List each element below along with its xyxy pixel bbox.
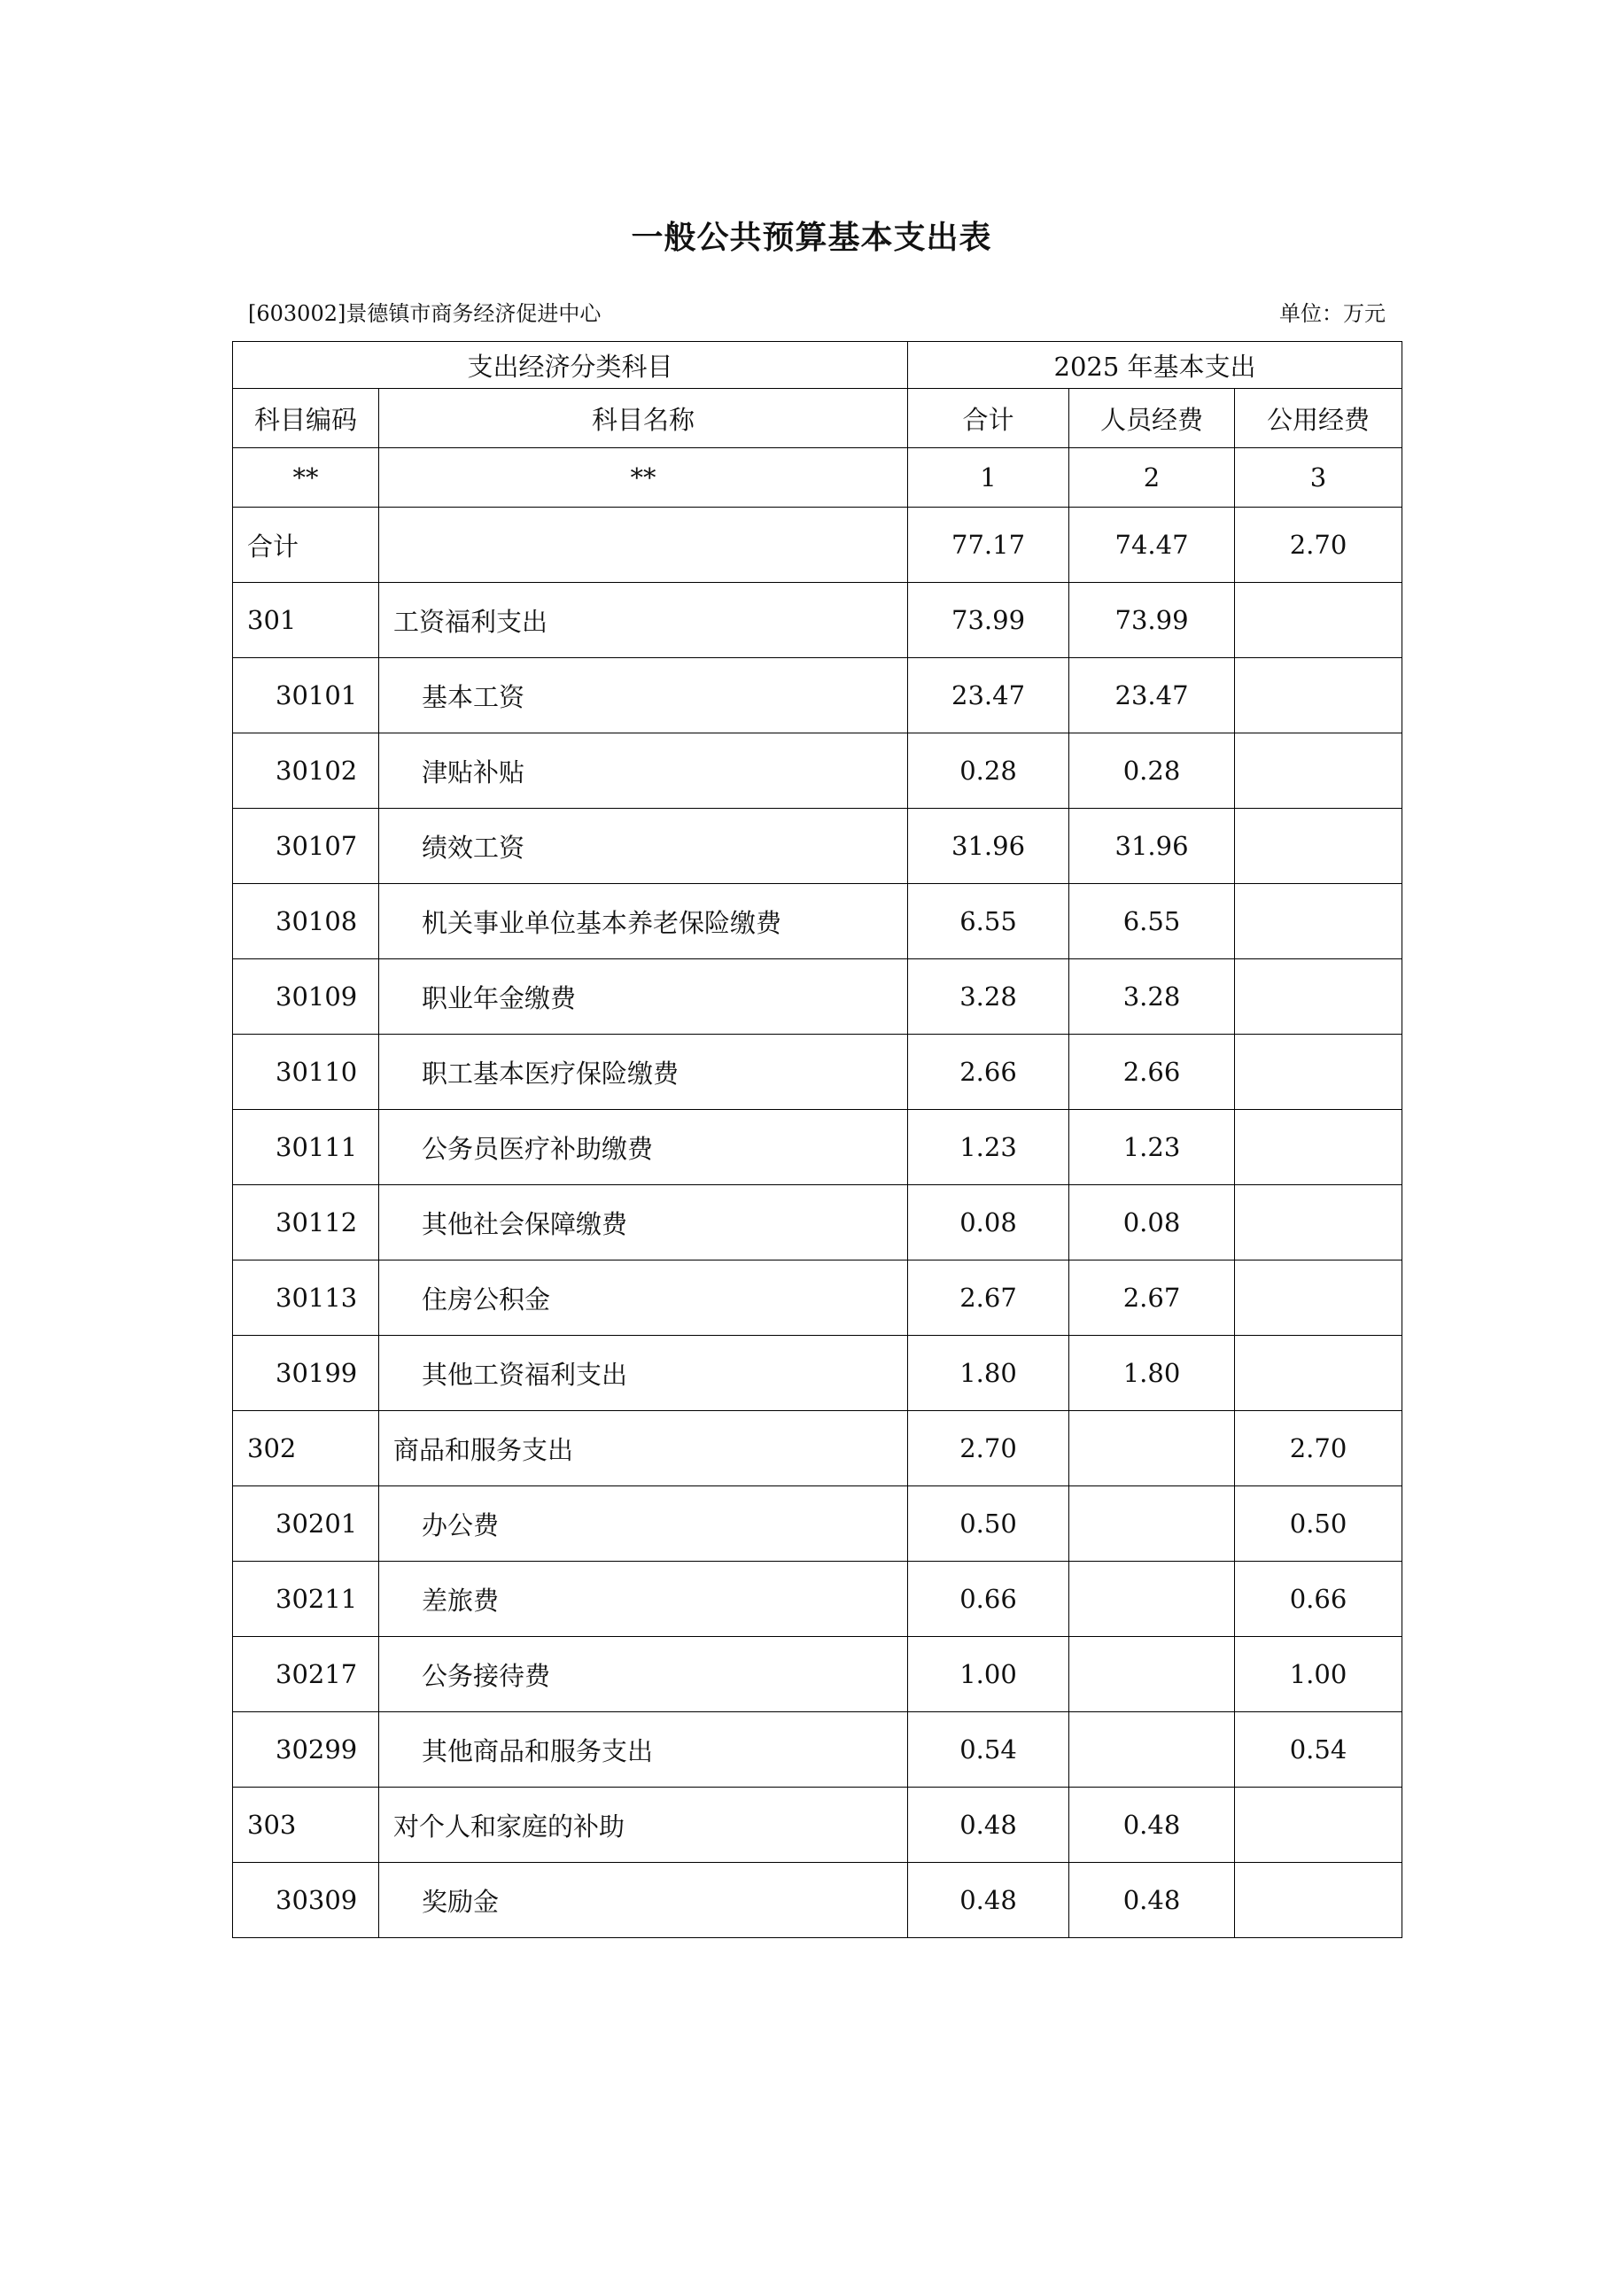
cell-code: 30217 (233, 1637, 379, 1712)
cell-personnel: 1.80 (1069, 1336, 1235, 1411)
table-row (233, 733, 1402, 809)
cell-public (1235, 1110, 1402, 1185)
cell-name: 其他社会保障缴费 (379, 1185, 908, 1260)
cell-personnel (1069, 1712, 1235, 1788)
header-row-columns (233, 389, 1402, 448)
cell-personnel (1069, 1486, 1235, 1562)
cell-total: 0.48 (908, 1863, 1069, 1938)
cell-total: 0.48 (908, 1788, 1069, 1863)
cell-total: 1.00 (908, 1637, 1069, 1712)
cell-personnel: 2.66 (1069, 1035, 1235, 1110)
table-row (233, 1035, 1402, 1110)
cell-public: 2.70 (1235, 508, 1402, 583)
cell-personnel: 0.28 (1069, 733, 1235, 809)
cell-name: 对个人和家庭的补助 (379, 1788, 908, 1863)
cell-personnel: 6.55 (1069, 884, 1235, 959)
cell-public (1235, 809, 1402, 884)
table-body (233, 342, 1402, 1938)
index-public: 3 (1235, 448, 1402, 508)
cell-code: 30107 (233, 809, 379, 884)
cell-total: 73.99 (908, 583, 1069, 658)
table-row (233, 959, 1402, 1035)
cell-code: 301 (233, 583, 379, 658)
table-row (233, 1260, 1402, 1336)
cell-personnel: 0.08 (1069, 1185, 1235, 1260)
cell-total: 3.28 (908, 959, 1069, 1035)
cell-public (1235, 1336, 1402, 1411)
cell-name: 公务接待费 (379, 1637, 908, 1712)
cell-total: 31.96 (908, 809, 1069, 884)
cell-total: 2.67 (908, 1260, 1069, 1336)
cell-code: 30102 (233, 733, 379, 809)
table-row (233, 1863, 1402, 1938)
cell-code: 302 (233, 1411, 379, 1486)
table-row (233, 1486, 1402, 1562)
cell-name: 其他工资福利支出 (379, 1336, 908, 1411)
header-group-left: 支出经济分类科目 (233, 342, 908, 389)
index-name: ** (379, 448, 908, 508)
cell-public: 0.54 (1235, 1712, 1402, 1788)
cell-name: 奖励金 (379, 1863, 908, 1938)
cell-code: 30309 (233, 1863, 379, 1938)
cell-name: 基本工资 (379, 658, 908, 733)
table-row (233, 884, 1402, 959)
budget-table (232, 341, 1402, 1938)
cell-personnel: 0.48 (1069, 1788, 1235, 1863)
cell-code: 30109 (233, 959, 379, 1035)
cell-public (1235, 583, 1402, 658)
cell-code: 30108 (233, 884, 379, 959)
table-row (233, 508, 1402, 583)
table-row (233, 1185, 1402, 1260)
header-col-personnel: 人员经费 (1069, 389, 1235, 448)
index-code: ** (233, 448, 379, 508)
table-row (233, 1712, 1402, 1788)
cell-public (1235, 658, 1402, 733)
index-personnel: 2 (1069, 448, 1235, 508)
cell-code: 30101 (233, 658, 379, 733)
header-col-public: 公用经费 (1235, 389, 1402, 448)
cell-public: 2.70 (1235, 1411, 1402, 1486)
cell-total: 0.54 (908, 1712, 1069, 1788)
cell-personnel (1069, 1562, 1235, 1637)
header-group-right: 2025 年基本支出 (908, 342, 1402, 389)
cell-public (1235, 1185, 1402, 1260)
cell-name: 公务员医疗补助缴费 (379, 1110, 908, 1185)
cell-public: 1.00 (1235, 1637, 1402, 1712)
cell-personnel (1069, 1637, 1235, 1712)
cell-public: 0.50 (1235, 1486, 1402, 1562)
cell-total: 6.55 (908, 884, 1069, 959)
cell-personnel: 73.99 (1069, 583, 1235, 658)
cell-name: 差旅费 (379, 1562, 908, 1637)
table-row (233, 1562, 1402, 1637)
table-row (233, 1336, 1402, 1411)
organization-label: [603002]景德镇市商务经济促进中心 (248, 301, 602, 326)
cell-name: 绩效工资 (379, 809, 908, 884)
cell-code: 30299 (233, 1712, 379, 1788)
cell-personnel: 3.28 (1069, 959, 1235, 1035)
cell-code: 合计 (233, 508, 379, 583)
header-col-total: 合计 (908, 389, 1069, 448)
cell-code: 30112 (233, 1185, 379, 1260)
cell-code: 30110 (233, 1035, 379, 1110)
cell-public (1235, 884, 1402, 959)
cell-public (1235, 1788, 1402, 1863)
cell-total: 0.50 (908, 1486, 1069, 1562)
cell-personnel: 74.47 (1069, 508, 1235, 583)
page-title: 一般公共预算基本支出表 (631, 219, 992, 256)
cell-total: 0.08 (908, 1185, 1069, 1260)
unit-label: 单位：万元 (1279, 301, 1386, 326)
cell-name: 机关事业单位基本养老保险缴费 (379, 884, 908, 959)
cell-personnel: 1.23 (1069, 1110, 1235, 1185)
table-row (233, 1110, 1402, 1185)
cell-total: 0.66 (908, 1562, 1069, 1637)
table-row (233, 1637, 1402, 1712)
cell-public (1235, 1035, 1402, 1110)
cell-total: 1.80 (908, 1336, 1069, 1411)
cell-total: 0.28 (908, 733, 1069, 809)
cell-name: 办公费 (379, 1486, 908, 1562)
cell-name: 住房公积金 (379, 1260, 908, 1336)
cell-code: 30113 (233, 1260, 379, 1336)
header-col-code: 科目编码 (233, 389, 379, 448)
cell-code: 30201 (233, 1486, 379, 1562)
cell-code: 303 (233, 1788, 379, 1863)
cell-name: 其他商品和服务支出 (379, 1712, 908, 1788)
cell-total: 2.66 (908, 1035, 1069, 1110)
cell-public (1235, 1260, 1402, 1336)
cell-name: 职业年金缴费 (379, 959, 908, 1035)
cell-total: 2.70 (908, 1411, 1069, 1486)
cell-public (1235, 733, 1402, 809)
cell-name: 津贴补贴 (379, 733, 908, 809)
cell-public (1235, 959, 1402, 1035)
header-row-group (233, 342, 1402, 389)
header-row-index (233, 448, 1402, 508)
cell-public (1235, 1863, 1402, 1938)
cell-personnel: 31.96 (1069, 809, 1235, 884)
cell-name: 职工基本医疗保险缴费 (379, 1035, 908, 1110)
cell-code: 30211 (233, 1562, 379, 1637)
header-col-name: 科目名称 (379, 389, 908, 448)
cell-name: 工资福利支出 (379, 583, 908, 658)
cell-code: 30111 (233, 1110, 379, 1185)
cell-personnel (1069, 1411, 1235, 1486)
cell-code: 30199 (233, 1336, 379, 1411)
cell-total: 77.17 (908, 508, 1069, 583)
cell-total: 1.23 (908, 1110, 1069, 1185)
cell-name (379, 508, 908, 583)
cell-name: 商品和服务支出 (379, 1411, 908, 1486)
table-row (233, 583, 1402, 658)
index-total: 1 (908, 448, 1069, 508)
cell-personnel: 23.47 (1069, 658, 1235, 733)
table-row (233, 1411, 1402, 1486)
cell-personnel: 0.48 (1069, 1863, 1235, 1938)
cell-total: 23.47 (908, 658, 1069, 733)
table-row (233, 658, 1402, 733)
cell-personnel: 2.67 (1069, 1260, 1235, 1336)
table-row (233, 1788, 1402, 1863)
cell-public: 0.66 (1235, 1562, 1402, 1637)
table-row (233, 809, 1402, 884)
